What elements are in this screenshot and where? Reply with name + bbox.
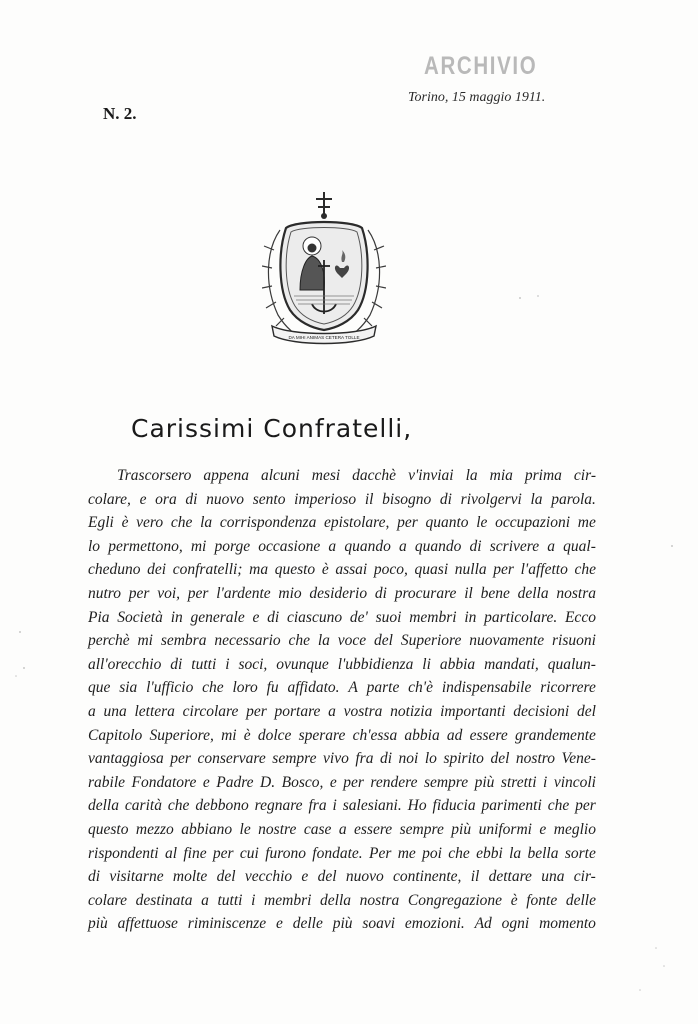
body-line: di visitarne molte del vecchio e del nuovo continente, il dettare una cir- [88,868,596,886]
salesian-coat-of-arms-icon [262,190,386,348]
body-line: Pia Società in generale e di ciascuno de' suoi membri in particolare. Ecco [88,608,596,626]
salutation: Carissimi Confratelli, [131,414,413,443]
letter-date: Torino, 15 maggio 1911. [408,90,546,105]
body-line: colare destinata a tutti i membri della nostra Congregazione è fonte delle [88,891,596,909]
body-line: que sia l'ufficio che loro fu affidato. A parte ch'è indispensabile ricorrere [88,679,596,697]
body-line: più affettuose riminiscenze e delle più soavi emozioni. Ad ogni momento [88,915,596,933]
archive-stamp: ARCHIVIO [424,52,538,80]
body-line: rabile Fondatore e Padre D. Bosco, e per rendere sempre più stretti i vincoli [88,773,596,791]
emblem-motto: DA MIHI ANIMAS CETERA TOLLE [288,335,360,340]
body-line: nutro per voi, per l'ardente mio desiderio di procurare il bene della nostra [88,585,596,602]
body-line: questo mezzo abbiano le nostre case a essere sempre più uniformi e meglio [88,821,596,838]
body-line: Egli è vero che la corrispondenza epistolare, per quanto le occupazioni me [88,514,596,532]
body-line: perchè mi sembra necessario che la voce del Superiore nuovamente risuoni [88,632,596,650]
body-line: a una lettera circolare per portare a vostra notizia importanti decisioni del [88,703,596,720]
body-line: rispondenti al fine per cui furono fondate. Per me poi che ebbi la bella sorte [88,844,596,862]
body-line: Capitolo Superiore, mi è dolce sperare ch'essa abbia ad essere grandemente [88,726,596,744]
body-line: Trascorsero appena alcuni mesi dacchè v'inviai la mia prima cir- [117,467,596,484]
body-line: della carità che debbono regnare fra i salesiani. Ho fiducia parimenti che per [88,797,596,815]
body-line: cheduno dei confratelli; ma questo è assai poco, quasi nulla per l'affetto che [88,561,596,579]
circular-number: N. 2. [103,104,137,123]
body-line: colare, e ora di nuovo sento imperioso il bisogno di rivolgervi la parola. [88,490,596,508]
body-line: lo permettono, mi porge occasione a quando a quando di scrivere a qual- [88,537,596,555]
body-line: all'orecchio di tutti i soci, ovunque l'ubbidienza li abbia mandati, qualun- [88,655,596,673]
body-line: vantaggiosa per conservare sempre vivo fra di noi lo spirito del nostro Vene- [88,750,596,768]
